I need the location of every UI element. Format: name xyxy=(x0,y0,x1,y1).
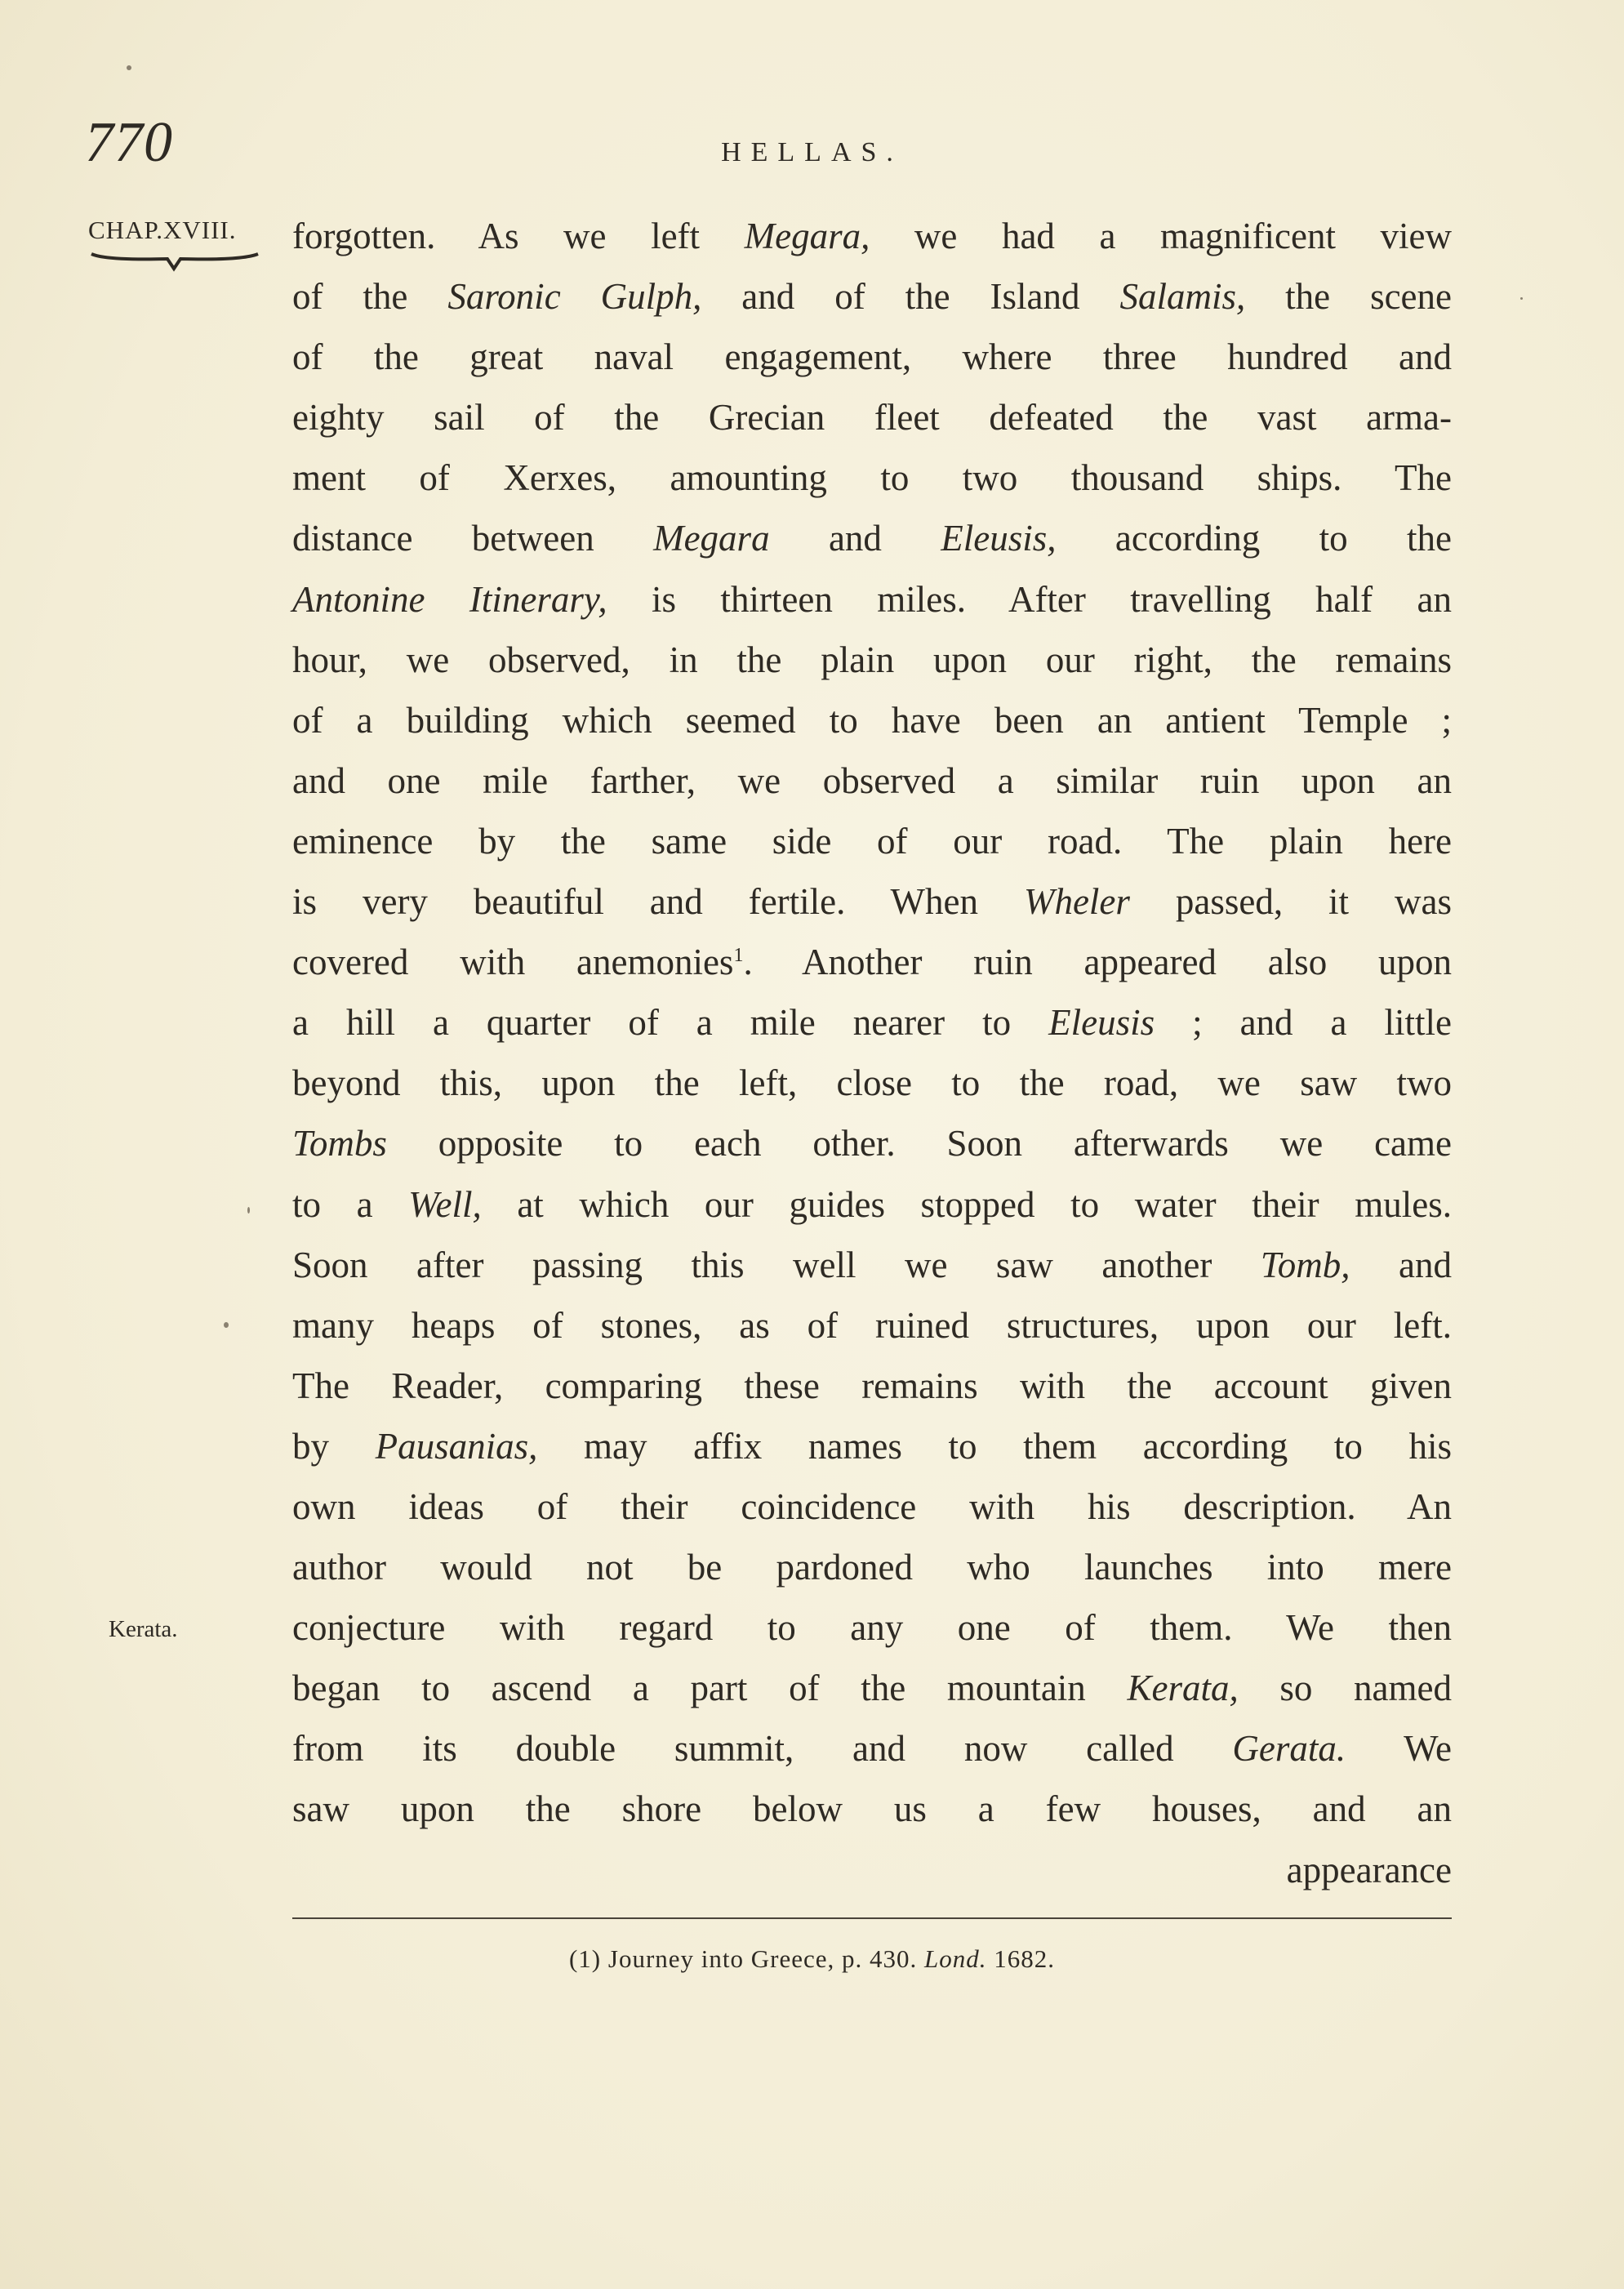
text-run: (1) Journey into Greece, p. 430. xyxy=(568,1944,925,1973)
text-run: Soon after passing this well we saw another xyxy=(292,1244,1261,1285)
italic-text: Megara, xyxy=(744,216,870,256)
text-run: We xyxy=(1346,1728,1452,1770)
text-line xyxy=(292,448,1452,508)
text-line xyxy=(292,1597,1452,1658)
italic-text: Tombs xyxy=(292,1123,387,1165)
text-run: and of the Island xyxy=(701,276,1120,318)
italic-text: Eleusis xyxy=(1048,1002,1155,1044)
text-run: the scene xyxy=(1245,276,1452,318)
text-run: hour, we observed, in the plain upon our right, the remains xyxy=(292,639,1452,680)
text-line xyxy=(292,1416,1452,1476)
text-line xyxy=(292,1113,1452,1173)
text-run: and xyxy=(1350,1244,1452,1285)
text-line xyxy=(292,508,1452,568)
text-run: at which our guides stopped to water their mules. xyxy=(481,1183,1452,1225)
footnote-reference: 1 xyxy=(733,945,744,967)
text-line xyxy=(292,871,1452,932)
text-line xyxy=(292,569,1452,630)
italic-text: Kerata, xyxy=(1127,1668,1239,1709)
text-line xyxy=(292,1174,1452,1235)
page-number: 770 xyxy=(85,111,173,174)
italic-text: Lond. xyxy=(924,1944,987,1973)
text-run: of a building which seemed to have been an antient Temple ; xyxy=(292,699,1452,741)
text-line xyxy=(292,1718,1452,1779)
text-run: distance between xyxy=(292,518,654,559)
text-run: began to ascend a part of the mountain xyxy=(292,1668,1128,1709)
text-line xyxy=(292,630,1452,690)
marginal-note-kerata: Kerata. xyxy=(109,1616,178,1642)
text-run: appearance xyxy=(1286,1849,1452,1890)
chapter-marginal-label: CHAP.XVIII. xyxy=(88,216,237,244)
text-line xyxy=(292,992,1452,1053)
chapter-brace-ornament xyxy=(90,251,261,275)
text-run: beyond this, upon the left, close to the road, we saw two xyxy=(292,1062,1452,1104)
text-run: The Reader, comparing these remains with the account given xyxy=(292,1365,1452,1406)
text-run: may affix names to them according to his xyxy=(537,1425,1452,1467)
paper-speck xyxy=(127,65,131,70)
text-run: passed, it was xyxy=(1129,881,1452,923)
paper-speck xyxy=(1520,297,1523,300)
text-run: ment of Xerxes, amounting to two thousand ships. The xyxy=(292,457,1452,499)
italic-text: Salamis, xyxy=(1119,276,1246,318)
text-line xyxy=(292,811,1452,871)
text-run: eighty sail of the Grecian fleet defeated the vast arma- xyxy=(292,397,1452,439)
text-run: so named xyxy=(1238,1668,1452,1709)
text-run: forgotten. As we left xyxy=(292,216,745,256)
text-run: 1682. xyxy=(986,1944,1056,1973)
text-line xyxy=(292,266,1452,327)
footnote-rule xyxy=(292,1917,1452,1919)
italic-text: Well, xyxy=(408,1183,482,1225)
italic-text: Tomb, xyxy=(1260,1244,1350,1285)
text-run: opposite to each other. Soon afterwards we came xyxy=(386,1123,1452,1165)
text-run: to a xyxy=(292,1183,409,1225)
text-line xyxy=(292,1537,1452,1597)
text-run: covered with anemonies xyxy=(292,942,734,983)
text-run: is very beautiful and fertile. When xyxy=(292,881,1024,923)
footnote xyxy=(0,1946,1624,1971)
text-run: we had a magnificent view xyxy=(870,216,1452,256)
text-line xyxy=(292,327,1452,387)
italic-text: Pausanias, xyxy=(375,1425,538,1467)
text-run: and xyxy=(769,518,941,559)
text-run: ; and a little xyxy=(1155,1002,1452,1044)
body-text xyxy=(292,206,1452,1900)
text-run: of the xyxy=(292,276,448,318)
text-line xyxy=(292,1840,1452,1900)
text-run: many heaps of stones, as of ruined structures, upon our left. xyxy=(292,1304,1452,1346)
text-run: and one mile farther, we observed a similar ruin upon an xyxy=(292,759,1452,801)
text-line xyxy=(292,1356,1452,1416)
text-run: . Another ruin appeared also upon xyxy=(743,942,1452,983)
paper-speck xyxy=(247,1207,250,1214)
text-line xyxy=(292,206,1452,266)
text-run: of the great naval engagement, where three hundred and xyxy=(292,336,1452,378)
text-line xyxy=(292,1658,1452,1718)
text-run: author would not be pardoned who launches into mere xyxy=(292,1547,1452,1588)
text-run: a hill a quarter of a mile nearer to xyxy=(292,1002,1049,1044)
text-line xyxy=(292,1476,1452,1537)
running-head: HELLAS. xyxy=(721,137,903,167)
text-line xyxy=(292,932,1452,992)
italic-text: Megara xyxy=(653,518,770,559)
text-line xyxy=(292,1779,1452,1839)
text-line xyxy=(292,1295,1452,1356)
text-run: from its double summit, and now called xyxy=(292,1728,1233,1770)
text-run: eminence by the same side of our road. The plain here xyxy=(292,820,1452,862)
paper-speck xyxy=(224,1322,229,1328)
text-run: conjecture with regard to any one of them. We then xyxy=(292,1607,1452,1649)
italic-text: Saronic Gulph, xyxy=(447,276,702,318)
text-line xyxy=(292,750,1452,811)
italic-text: Wheler xyxy=(1023,881,1130,923)
text-run: is thirteen miles. After travelling half an xyxy=(607,578,1452,620)
italic-text: Gerata. xyxy=(1232,1728,1346,1770)
italic-text: Eleusis, xyxy=(941,518,1057,559)
text-line xyxy=(292,387,1452,448)
text-run: own ideas of their coincidence with his description. An xyxy=(292,1485,1452,1527)
text-line xyxy=(292,690,1452,750)
text-run: according to the xyxy=(1056,518,1453,559)
italic-text: Antonine Itinerary, xyxy=(292,578,607,620)
text-run: by xyxy=(292,1425,376,1467)
text-line xyxy=(292,1235,1452,1295)
text-line xyxy=(292,1053,1452,1113)
text-run: saw upon the shore below us a few houses, and an xyxy=(292,1788,1452,1830)
